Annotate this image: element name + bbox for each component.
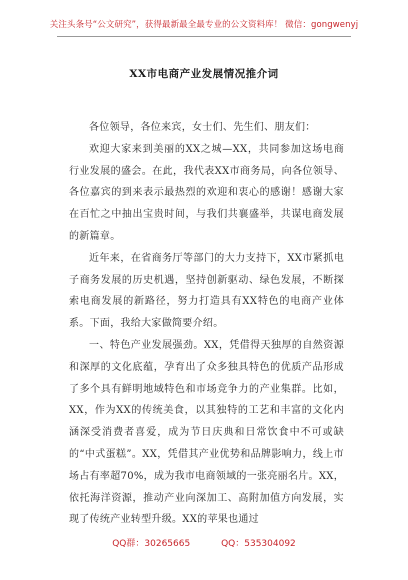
industry-paragraph: 一、特色产业发展强劲。XX，凭借得天独厚的自然资源和深厚的文化底蕴，孕育出了众多独具特色的优质产品形成了多个具有鲜明地域特色和市场竞争力的产业集群。比如，XX，作为XX的传统美食，以其独特的工艺和丰富的文化内涵深受消费者喜爱，成为节日庆典和日常饮食中不可或缺的“中式蛋糕”。XX，凭借其产业优势和品牌影响力，线上市场占有率超70%，成为我市电商领域的一张亮丽名片。XX，依托海洋资源，推动产业向深加工、高附加值方向发展，实现了传统产业转型升级。XX的苹果也通过 — [69, 339, 344, 526]
footer-contacts — [0, 536, 408, 549]
header-divider — [57, 36, 351, 37]
document-title: XX市电商产业发展情况推介词 — [129, 68, 279, 80]
qq-number: QQ：535304092 — [221, 539, 296, 549]
welcome-paragraph: 欢迎大家来到美丽的XX之城—XX，共同参加这场电商行业发展的盛会。在此，我代表XX市商务局，向各位领导、各位嘉宾的到来表示最热烈的欢迎和衷心的感谢！感谢大家在百忙之中抽出宝贵时间，与我们共襄盛举，共谋电商发展的新篇章。 — [69, 143, 344, 242]
document-body — [69, 117, 344, 531]
salutation-paragraph: 各位领导，各位来宾，女士们、先生们、朋友们： — [89, 122, 316, 133]
header-banner: 关注头条号“公文研究”，获得最新最全最专业的公文资料库！ 微信：gongwenyj — [49, 20, 359, 30]
qq-group-number: QQ群：30265665 — [112, 539, 191, 549]
intro-paragraph: 近年来，在省商务厅等部门的大力支持下，XX市紧抓电子商务发展的历史机遇，坚持创新驱动、绿色发展，不断探索电商发展的新路径，努力打造具有XX特色的电商产业体系。下面，我给大家做简要介绍。 — [69, 252, 344, 330]
